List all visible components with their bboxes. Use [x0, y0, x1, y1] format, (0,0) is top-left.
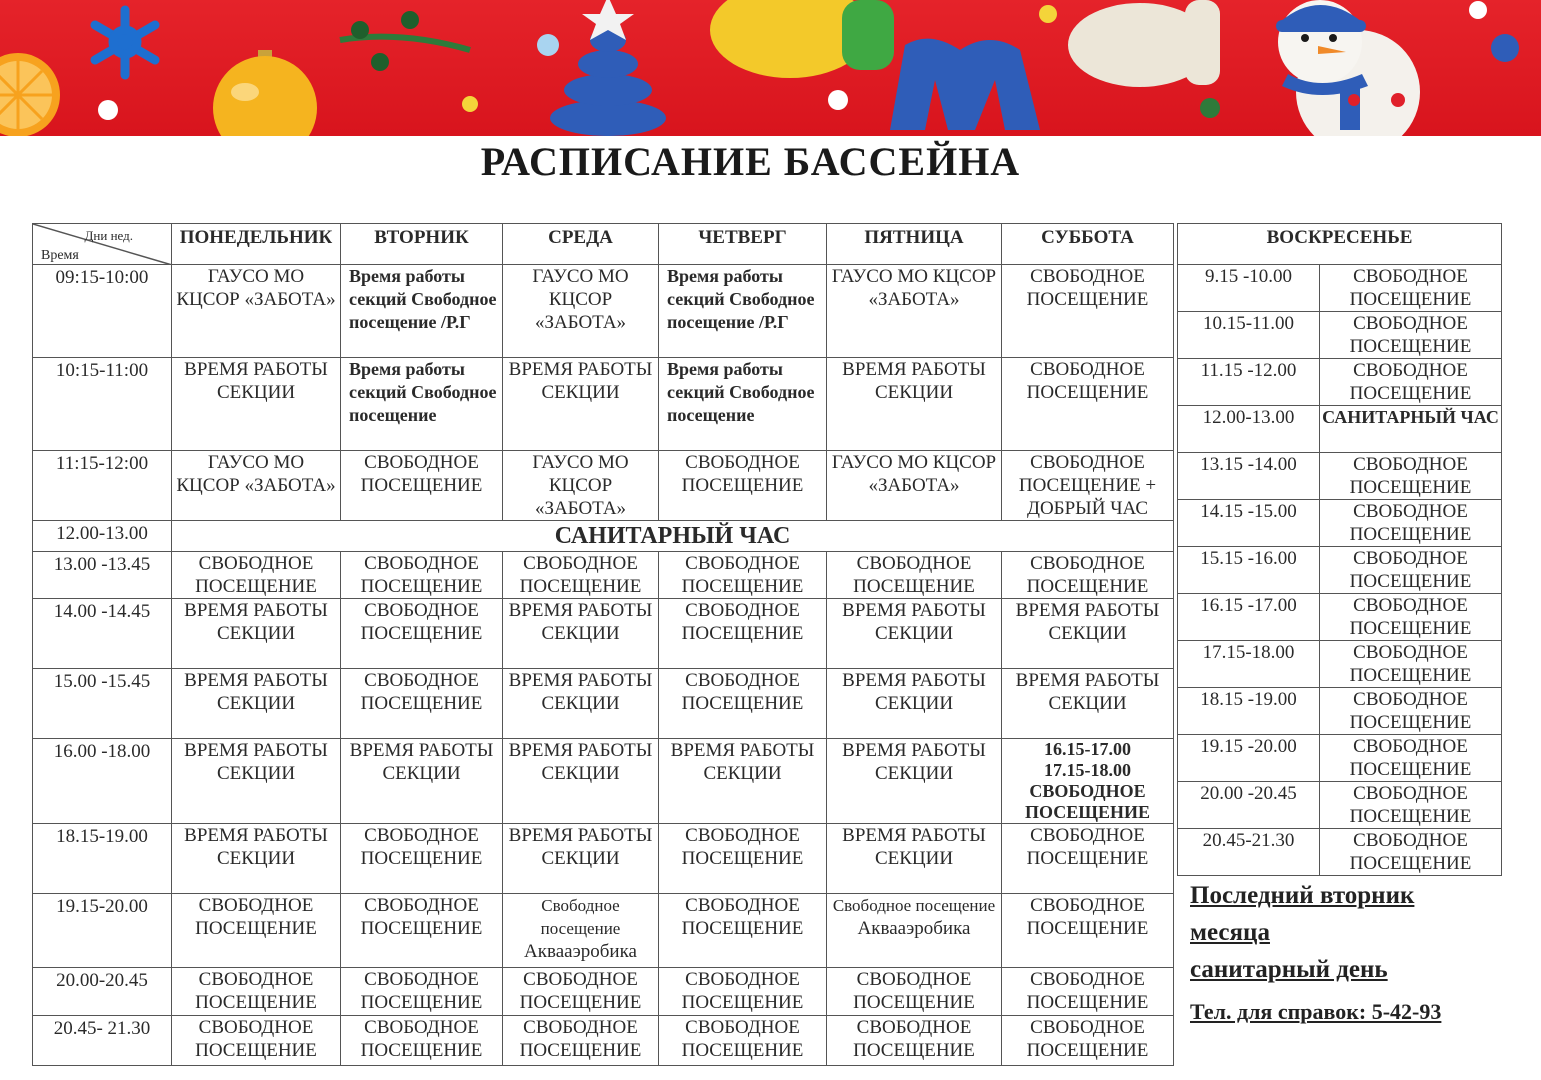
schedule-cell: [1002, 739, 1174, 824]
schedule-cell: ГАУСО МО КЦСОР «ЗАБОТА»: [827, 451, 1002, 521]
table-row: [1178, 359, 1502, 406]
saturday-slot-time: 16.15-17.00: [1044, 739, 1131, 759]
schedule-cell: ВРЕМЯ РАБОТЫ СЕКЦИИ: [503, 358, 659, 451]
table-row: [33, 1016, 1174, 1066]
schedule-cell: СВОБОДНОЕ ПОСЕЩЕНИЕ: [341, 451, 503, 521]
schedule-cell: Время работы секций Свободное посещение /Р.Г: [659, 265, 827, 358]
schedule-cell: СВОБОДНОЕ ПОСЕЩЕНИЕ: [1320, 500, 1502, 547]
schedule-cell: СВОБОДНОЕ ПОСЕЩЕНИЕ: [1320, 547, 1502, 594]
schedule-cell: ВРЕМЯ РАБОТЫ СЕКЦИИ: [172, 358, 341, 451]
time-cell: 16.00 -18.00: [33, 739, 172, 824]
day-header-saturday: СУББОТА: [1002, 224, 1174, 265]
schedule-cell: СВОБОДНОЕ ПОСЕЩЕНИЕ: [503, 1016, 659, 1066]
sunday-schedule-table: [1177, 223, 1502, 876]
schedule-cell: СВОБОДНОЕ ПОСЕЩЕНИЕ: [1320, 829, 1502, 876]
table-row: [33, 552, 1174, 599]
time-cell: 11.15 -12.00: [1178, 359, 1320, 406]
table-row: [33, 521, 1174, 552]
schedule-cell: СВОБОДНОЕ ПОСЕЩЕНИЕ: [1320, 782, 1502, 829]
schedule-cell: СВОБОДНОЕ ПОСЕЩЕНИЕ: [1320, 359, 1502, 406]
schedule-cell: СВОБОДНОЕ ПОСЕЩЕНИЕ: [1002, 552, 1174, 599]
schedule-cell: ВРЕМЯ РАБОТЫ СЕКЦИИ: [341, 739, 503, 824]
winter-decoration-illustration: [0, 0, 1541, 136]
christmas-tree-icon: [550, 0, 666, 136]
schedule-cell: ГАУСО МО КЦСОР «ЗАБОТА»: [172, 451, 341, 521]
christmas-ornament-icon: [213, 50, 317, 136]
note-line: санитарный день: [1190, 956, 1388, 983]
schedule-cell: СВОБОДНОЕ ПОСЕЩЕНИЕ: [503, 552, 659, 599]
schedule-cell: ВРЕМЯ РАБОТЫ СЕКЦИИ: [827, 599, 1002, 669]
schedule-cell: ГАУСО МО КЦСОР «ЗАБОТА»: [827, 265, 1002, 358]
table-row: [33, 265, 1174, 358]
schedule-cell: СВОБОДНОЕ ПОСЕЩЕНИЕ: [1002, 968, 1174, 1016]
sanitary-hour-cell: САНИТАРНЫЙ ЧАС: [1320, 406, 1502, 453]
time-cell: 12.00-13.00: [1178, 406, 1320, 453]
table-row: [1178, 688, 1502, 735]
corner-header-cell: [33, 224, 172, 265]
table-row: [33, 669, 1174, 739]
schedule-cell: ВРЕМЯ РАБОТЫ СЕКЦИИ: [1002, 599, 1174, 669]
schedule-cell: СВОБОДНОЕ ПОСЕЩЕНИЕ: [659, 552, 827, 599]
day-header-sunday: ВОСКРЕСЕНЬЕ: [1178, 224, 1502, 265]
sanitary-hour-cell: САНИТАРНЫЙ ЧАС: [172, 521, 1174, 552]
table-row: [33, 894, 1174, 968]
saturday-slot-label: СВОБОДНОЕ ПОСЕЩЕНИЕ: [1024, 781, 1150, 822]
table-row: [1178, 312, 1502, 359]
schedule-cell: ВРЕМЯ РАБОТЫ СЕКЦИИ: [827, 358, 1002, 451]
note-line: Последний вторник: [1190, 882, 1415, 909]
schedule-cell: СВОБОДНОЕ ПОСЕЩЕНИЕ: [659, 451, 827, 521]
schedule-cell: СВОБОДНОЕ ПОСЕЩЕНИЕ: [172, 552, 341, 599]
table-row: [1178, 453, 1502, 500]
schedule-cell: СВОБОДНОЕ ПОСЕЩЕНИЕ: [827, 968, 1002, 1016]
schedule-cell: ВРЕМЯ РАБОТЫ СЕКЦИИ: [172, 824, 341, 894]
schedule-cell: ВРЕМЯ РАБОТЫ СЕКЦИИ: [503, 669, 659, 739]
schedule-cell: СВОБОДНОЕ ПОСЕЩЕНИЕ: [659, 1016, 827, 1066]
snowflake-icon: [95, 10, 155, 75]
schedule-cell: СВОБОДНОЕ ПОСЕЩЕНИЕ: [1002, 894, 1174, 968]
saturday-slot-time: 17.15-18.00: [1044, 760, 1131, 780]
time-cell: 12.00-13.00: [33, 521, 172, 552]
day-header-wednesday: СРЕДА: [503, 224, 659, 265]
schedule-cell: ВРЕМЯ РАБОТЫ СЕКЦИИ: [1002, 669, 1174, 739]
schedule-cell: ВРЕМЯ РАБОТЫ СЕКЦИИ: [503, 739, 659, 824]
schedule-cell: ВРЕМЯ РАБОТЫ СЕКЦИИ: [827, 739, 1002, 824]
schedule-cell: СВОБОДНОЕ ПОСЕЩЕНИЕ: [341, 968, 503, 1016]
schedule-cell: СВОБОДНОЕ ПОСЕЩЕНИЕ: [1320, 641, 1502, 688]
table-row: [1178, 265, 1502, 312]
schedule-cell: ВРЕМЯ РАБОТЫ СЕКЦИИ: [827, 669, 1002, 739]
orange-slice-icon: [0, 53, 60, 136]
time-cell: 20.45- 21.30: [33, 1016, 172, 1066]
phone-info: Тел. для справок: 5-42-93: [1190, 999, 1442, 1024]
schedule-cell: Время работы секций Свободное посещение /Р.Г: [341, 265, 503, 358]
schedule-cell: ГАУСО МО КЦСОР «ЗАБОТА»: [503, 451, 659, 521]
corner-time-label: Время: [41, 248, 79, 263]
table-row: [1178, 735, 1502, 782]
time-cell: 10:15-11:00: [33, 358, 172, 451]
time-cell: 9.15 -10.00: [1178, 265, 1320, 312]
cell-text: Свободное посещение: [540, 896, 621, 938]
schedule-cell: СВОБОДНОЕ ПОСЕЩЕНИЕ: [659, 968, 827, 1016]
schedule-cell: [503, 894, 659, 968]
page-title: РАСПИСАНИЕ БАССЕЙНА: [480, 139, 1021, 184]
table-row: [1178, 782, 1502, 829]
time-cell: 20.00-20.45: [33, 968, 172, 1016]
table-row: [33, 358, 1174, 451]
schedule-cell: СВОБОДНОЕ ПОСЕЩЕНИЕ: [341, 599, 503, 669]
time-cell: 13.15 -14.00: [1178, 453, 1320, 500]
time-cell: 14.00 -14.45: [33, 599, 172, 669]
time-cell: 10.15-11.00: [1178, 312, 1320, 359]
schedule-cell: СВОБОДНОЕ ПОСЕЩЕНИЕ: [341, 824, 503, 894]
table-row: [33, 599, 1174, 669]
time-cell: 11:15-12:00: [33, 451, 172, 521]
schedule-cell: СВОБОДНОЕ ПОСЕЩЕНИЕ: [1320, 265, 1502, 312]
schedule-cell: СВОБОДНОЕ ПОСЕЩЕНИЕ: [1002, 1016, 1174, 1066]
schedule-cell: СВОБОДНОЕ ПОСЕЩЕНИЕ: [827, 552, 1002, 599]
corner-days-label: Дни нед.: [84, 228, 133, 243]
table-row: [1178, 829, 1502, 876]
time-cell: 19.15 -20.00: [1178, 735, 1320, 782]
time-cell: 13.00 -13.45: [33, 552, 172, 599]
berry-twig-icon: [340, 11, 470, 71]
snowman-icon: [1276, 0, 1420, 136]
day-header-thursday: ЧЕТВЕРГ: [659, 224, 827, 265]
time-cell: 16.15 -17.00: [1178, 594, 1320, 641]
cell-text: Свободное посещение: [832, 896, 996, 915]
schedule-cell: СВОБОДНОЕ ПОСЕЩЕНИЕ: [503, 968, 659, 1016]
time-cell: 18.15 -19.00: [1178, 688, 1320, 735]
schedule-cell: Время работы секций Свободное посещение: [659, 358, 827, 451]
time-cell: 14.15 -15.00: [1178, 500, 1320, 547]
schedule-cell: СВОБОДНОЕ ПОСЕЩЕНИЕ: [1320, 735, 1502, 782]
aqua-aerobics-label: Аквааэробика: [524, 941, 637, 962]
schedule-cell: ВРЕМЯ РАБОТЫ СЕКЦИИ: [503, 599, 659, 669]
schedule-cell: СВОБОДНОЕ ПОСЕЩЕНИЕ: [172, 968, 341, 1016]
schedule-cell: ГАУСО МО КЦСОР «ЗАБОТА»: [503, 265, 659, 358]
time-cell: 15.15 -16.00: [1178, 547, 1320, 594]
schedule-cell: СВОБОДНОЕ ПОСЕЩЕНИЕ: [1002, 358, 1174, 451]
schedule-cell: ВРЕМЯ РАБОТЫ СЕКЦИИ: [659, 739, 827, 824]
table-row: [1178, 641, 1502, 688]
table-row: [1178, 406, 1502, 453]
schedule-cell: ГАУСО МО КЦСОР «ЗАБОТА»: [172, 265, 341, 358]
schedule-cell: СВОБОДНОЕ ПОСЕЩЕНИЕ: [1320, 453, 1502, 500]
note-line: месяца: [1190, 919, 1270, 946]
table-row: [33, 739, 1174, 824]
schedule-cell: СВОБОДНОЕ ПОСЕЩЕНИЕ: [1320, 312, 1502, 359]
schedule-cell: СВОБОДНОЕ ПОСЕЩЕНИЕ: [827, 1016, 1002, 1066]
schedule-cell: СВОБОДНОЕ ПОСЕЩЕНИЕ: [659, 669, 827, 739]
time-cell: 20.45-21.30: [1178, 829, 1320, 876]
schedule-cell: СВОБОДНОЕ ПОСЕЩЕНИЕ: [341, 552, 503, 599]
schedule-cell: СВОБОДНОЕ ПОСЕЩЕНИЕ: [1002, 824, 1174, 894]
schedule-cell: ВРЕМЯ РАБОТЫ СЕКЦИИ: [827, 824, 1002, 894]
schedule-cell: СВОБОДНОЕ ПОСЕЩЕНИЕ: [1320, 594, 1502, 641]
schedule-cell: СВОБОДНОЕ ПОСЕЩЕНИЕ: [341, 1016, 503, 1066]
schedule-cell: СВОБОДНОЕ ПОСЕЩЕНИЕ: [341, 669, 503, 739]
schedule-cell: [827, 894, 1002, 968]
weekday-schedule-table: [32, 223, 1174, 1066]
schedule-cell: ВРЕМЯ РАБОТЫ СЕКЦИИ: [172, 599, 341, 669]
day-header-tuesday: ВТОРНИК: [341, 224, 503, 265]
day-header-monday: ПОНЕДЕЛЬНИК: [172, 224, 341, 265]
table-row: [33, 824, 1174, 894]
sanitary-day-note: [1190, 877, 1510, 988]
schedule-cell: ВРЕМЯ РАБОТЫ СЕКЦИИ: [503, 824, 659, 894]
schedule-cell: СВОБОДНОЕ ПОСЕЩЕНИЕ: [659, 894, 827, 968]
winter-banner: [0, 0, 1541, 136]
schedule-cell: ВРЕМЯ РАБОТЫ СЕКЦИИ: [172, 669, 341, 739]
table-row: [1178, 594, 1502, 641]
time-cell: 09:15-10:00: [33, 265, 172, 358]
schedule-cell: СВОБОДНОЕ ПОСЕЩЕНИЕ: [1002, 265, 1174, 358]
schedule-cell: СВОБОДНОЕ ПОСЕЩЕНИЕ: [172, 894, 341, 968]
schedule-cell: ВРЕМЯ РАБОТЫ СЕКЦИИ: [172, 739, 341, 824]
table-row: [1178, 547, 1502, 594]
winter-letters-icon: [710, 0, 1220, 130]
table-row: [33, 968, 1174, 1016]
aqua-aerobics-label: Аквааэробика: [857, 918, 971, 939]
schedule-cell: СВОБОДНОЕ ПОСЕЩЕНИЕ: [341, 894, 503, 968]
schedule-cell: СВОБОДНОЕ ПОСЕЩЕНИЕ: [172, 1016, 341, 1066]
time-cell: 17.15-18.00: [1178, 641, 1320, 688]
time-cell: 18.15-19.00: [33, 824, 172, 894]
time-cell: 19.15-20.00: [33, 894, 172, 968]
schedule-cell: СВОБОДНОЕ ПОСЕЩЕНИЕ: [659, 599, 827, 669]
schedule-cell: СВОБОДНОЕ ПОСЕЩЕНИЕ + ДОБРЫЙ ЧАС: [1002, 451, 1174, 521]
table-row: [33, 451, 1174, 521]
schedule-cell: Время работы секций Свободное посещение: [341, 358, 503, 451]
day-header-friday: ПЯТНИЦА: [827, 224, 1002, 265]
time-cell: 20.00 -20.45: [1178, 782, 1320, 829]
schedule-cell: СВОБОДНОЕ ПОСЕЩЕНИЕ: [1320, 688, 1502, 735]
table-row: [1178, 500, 1502, 547]
time-cell: 15.00 -15.45: [33, 669, 172, 739]
schedule-cell: СВОБОДНОЕ ПОСЕЩЕНИЕ: [659, 824, 827, 894]
